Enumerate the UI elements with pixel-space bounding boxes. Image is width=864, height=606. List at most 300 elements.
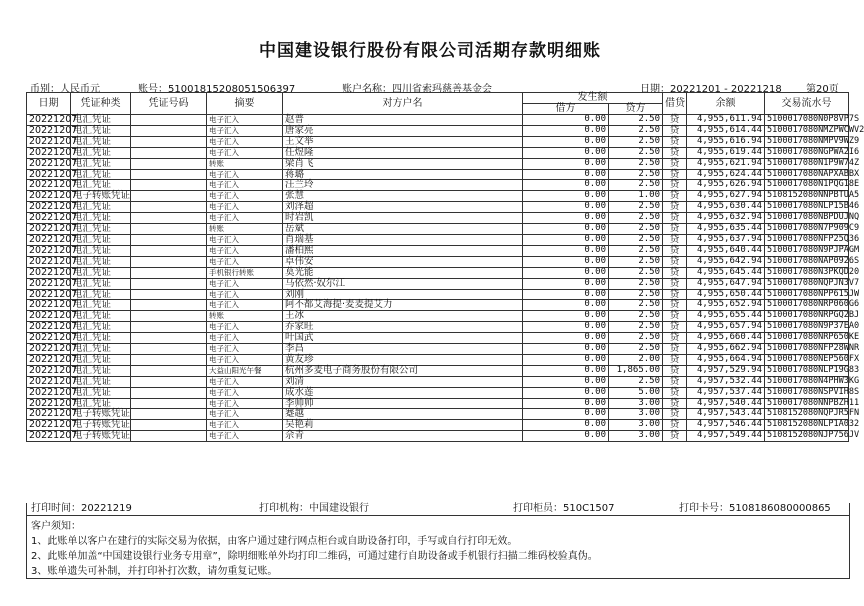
row-date: 20221207 [27,202,71,213]
row-counterparty: 莫光能 [283,267,523,278]
row-serial: 5100017080N0P8VP7S [765,115,849,126]
row-summary: 电子汇入 [207,245,283,256]
table-row [27,300,849,311]
row-counterparty: 梁肖飞 [283,158,523,169]
row-voucher-no [131,311,207,322]
row-dc: 贷 [663,289,687,300]
row-serial: 5100017080N1PQG18E [765,180,849,191]
row-date: 20221207 [27,267,71,278]
row-date: 20221207 [27,115,71,126]
row-voucher-no [131,158,207,169]
row-debit: 0.00 [523,311,609,322]
row-credit: 2.50 [609,300,663,311]
row-counterparty: 潘柏熙 [283,245,523,256]
row-serial: 5100017080N9PJPAGM [765,245,849,256]
row-date: 20221207 [27,169,71,180]
row-counterparty: 张慧 [283,191,523,202]
row-date: 20221207 [27,234,71,245]
row-counterparty: 赵普 [283,115,523,126]
row-balance: 4,955,650.44 [687,289,765,300]
row-counterparty: 卓伟安 [283,256,523,267]
table-row [27,354,849,365]
row-dc: 贷 [663,191,687,202]
row-credit: 2.50 [609,344,663,355]
row-dc: 贷 [663,180,687,191]
row-date: 20221207 [27,213,71,224]
row-voucher-no [131,322,207,333]
row-serial: 5100017080NRP650KE [765,333,849,344]
row-counterparty: 唐家亮 [283,125,523,136]
row-balance: 4,955,619.44 [687,147,765,158]
table-row [27,431,849,442]
row-summary: 电子汇入 [207,420,283,431]
row-dc: 贷 [663,256,687,267]
row-voucher-type: 电汇凭证 [71,169,131,180]
row-summary: 电子汇入 [207,431,283,442]
row-dc: 贷 [663,202,687,213]
col-date: 日期 [27,93,71,115]
row-date: 20221207 [27,344,71,355]
row-serial: 5100017080NAPXABBX [765,169,849,180]
row-date: 20221207 [27,245,71,256]
row-serial: 5100017080NMZPWCWV2 [765,125,849,136]
row-voucher-type: 电子转账凭证 [71,420,131,431]
row-voucher-no [131,224,207,235]
row-balance: 4,955,647.94 [687,278,765,289]
table-row [27,387,849,398]
row-voucher-type: 电汇凭证 [71,376,131,387]
row-summary: 电子汇入 [207,180,283,191]
row-dc: 贷 [663,278,687,289]
row-dc: 贷 [663,267,687,278]
table-row [27,344,849,355]
row-dc: 贷 [663,136,687,147]
row-date: 20221207 [27,191,71,202]
row-dc: 贷 [663,245,687,256]
notes-heading: 客户须知： [31,521,81,532]
note-item: 1、此账单以客户在建行的实际交易为依据，由客户通过建行网点柜台或自助设备打印，手写或自行打印无效。 [31,536,518,547]
table-row [27,420,849,431]
row-counterparty: 汪兰玲 [283,180,523,191]
row-balance: 4,955,611.94 [687,115,765,126]
table-row [27,365,849,376]
row-dc: 贷 [663,398,687,409]
row-voucher-type: 电汇凭证 [71,387,131,398]
row-voucher-type: 电汇凭证 [71,213,131,224]
row-voucher-type: 电汇凭证 [71,354,131,365]
row-voucher-no [131,147,207,158]
row-balance: 4,955,621.94 [687,158,765,169]
row-date: 20221207 [27,354,71,365]
row-debit: 0.00 [523,354,609,365]
row-date: 20221207 [27,398,71,409]
row-date: 20221207 [27,224,71,235]
row-counterparty: 阿不都艾海提·麦麦提艾力 [283,300,523,311]
row-serial: 5100017080NRPGQ2BJ [765,311,849,322]
row-credit: 2.50 [609,213,663,224]
row-voucher-no [131,278,207,289]
row-date: 20221207 [27,420,71,431]
row-balance: 4,957,546.44 [687,420,765,431]
row-date: 20221207 [27,376,71,387]
col-voucher-type: 凭证种类 [71,93,131,115]
row-summary: 转账 [207,224,283,235]
row-debit: 0.00 [523,300,609,311]
col-serial: 交易流水号 [765,93,849,115]
row-credit: 2.50 [609,267,663,278]
row-voucher-no [131,180,207,191]
print-counter: 打印柜员：510C1507 [513,503,615,514]
row-date: 20221207 [27,158,71,169]
row-dc: 贷 [663,420,687,431]
row-serial: 5100017080N4PHW3KG [765,376,849,387]
row-counterparty: 蹇越 [283,409,523,420]
row-dc: 贷 [663,213,687,224]
row-credit: 1,865.00 [609,365,663,376]
row-voucher-no [131,344,207,355]
row-voucher-type: 电子转账凭证 [71,191,131,202]
row-dc: 贷 [663,365,687,376]
table-row [27,256,849,267]
row-voucher-type: 电汇凭证 [71,234,131,245]
row-serial: 5100017080NSPVIH8S [765,387,849,398]
page-number: 第20页 [806,84,839,95]
row-voucher-type: 电汇凭证 [71,202,131,213]
row-counterparty: 刘清 [283,376,523,387]
row-voucher-no [131,234,207,245]
row-debit: 0.00 [523,278,609,289]
row-debit: 0.00 [523,234,609,245]
row-summary: 转账 [207,158,283,169]
row-counterparty: 吴艳莉 [283,420,523,431]
row-date: 20221207 [27,256,71,267]
table-row [27,234,849,245]
row-counterparty: 成水莲 [283,387,523,398]
row-counterparty: 王文举 [283,136,523,147]
row-debit: 0.00 [523,169,609,180]
row-debit: 0.00 [523,409,609,420]
row-dc: 贷 [663,147,687,158]
row-summary: 电子汇入 [207,278,283,289]
row-counterparty: 刘刚 [283,289,523,300]
row-voucher-type: 电汇凭证 [71,115,131,126]
row-counterparty: 时岩凯 [283,213,523,224]
row-summary: 电子汇入 [207,147,283,158]
row-counterparty: 王冰 [283,311,523,322]
row-voucher-type: 电子转账凭证 [71,409,131,420]
row-serial: 5100017080N7P909C9 [765,224,849,235]
row-serial: 5108152080NJP756JV [765,431,849,442]
print-card: 打印卡号：5108186080000865 [679,503,831,514]
currency: 币别：人民币元 [30,84,100,95]
row-debit: 0.00 [523,224,609,235]
row-date: 20221207 [27,300,71,311]
row-debit: 0.00 [523,365,609,376]
row-voucher-no [131,169,207,180]
row-voucher-type: 电汇凭证 [71,300,131,311]
table-row [27,311,849,322]
row-serial: 5100017080NQPJN3V7 [765,278,849,289]
row-debit: 0.00 [523,376,609,387]
row-summary: 电子汇入 [207,256,283,267]
table-row [27,115,849,126]
row-credit: 3.00 [609,420,663,431]
table-row [27,376,849,387]
row-credit: 2.50 [609,224,663,235]
transaction-table [26,92,864,442]
row-debit: 0.00 [523,158,609,169]
print-org: 打印机构：中国建设银行 [259,503,369,514]
row-voucher-type: 电汇凭证 [71,398,131,409]
row-counterparty: 蒋璐 [283,169,523,180]
transaction-rows [27,114,864,442]
table-row [27,180,849,191]
row-serial: 5100017080NFP28WNR [765,344,849,355]
row-debit: 0.00 [523,333,609,344]
row-voucher-no [131,300,207,311]
row-dc: 贷 [663,300,687,311]
row-summary: 电子汇入 [207,376,283,387]
row-dc: 贷 [663,344,687,355]
row-credit: 2.00 [609,354,663,365]
row-credit: 2.50 [609,322,663,333]
row-counterparty: 黄友珍 [283,354,523,365]
row-debit: 0.00 [523,322,609,333]
row-balance: 4,955,632.94 [687,213,765,224]
row-summary: 电子汇入 [207,289,283,300]
row-counterparty: 马依然·奴尔江 [283,278,523,289]
row-summary: 电子汇入 [207,333,283,344]
row-summary: 电子汇入 [207,213,283,224]
row-credit: 1.00 [609,191,663,202]
row-summary: 大益山阳光午餐 [207,365,283,376]
account-name-label: 账户名称： [342,84,392,95]
row-voucher-type: 电汇凭证 [71,245,131,256]
print-time: 打印时间：20221219 [31,503,132,514]
row-dc: 贷 [663,333,687,344]
row-balance: 4,955,640.44 [687,245,765,256]
table-row [27,158,849,169]
row-balance: 4,955,642.94 [687,256,765,267]
table-row [27,333,849,344]
row-credit: 2.50 [609,202,663,213]
row-summary: 电子汇入 [207,409,283,420]
row-voucher-no [131,136,207,147]
row-summary: 电子汇入 [207,202,283,213]
row-voucher-type: 电汇凭证 [71,136,131,147]
row-voucher-no [131,115,207,126]
row-debit: 0.00 [523,180,609,191]
row-summary: 手机银行转账 [207,267,283,278]
note-item: 2、此账单加盖“中国建设银行业务专用章”，除明细账单外均打印二维码，可通过建行自助设备或手机银行扫描二维码校验真伪。 [31,551,598,562]
date-label: 日期： [640,84,670,95]
table-row [27,125,849,136]
row-balance: 4,955,660.44 [687,333,765,344]
row-summary: 电子汇入 [207,125,283,136]
row-dc: 贷 [663,125,687,136]
row-dc: 贷 [663,409,687,420]
row-date: 20221207 [27,147,71,158]
row-dc: 贷 [663,354,687,365]
table-row [27,398,849,409]
row-counterparty: 肖瑞基 [283,234,523,245]
row-voucher-type: 电汇凭证 [71,365,131,376]
row-debit: 0.00 [523,115,609,126]
row-voucher-no [131,387,207,398]
row-voucher-type: 电汇凭证 [71,267,131,278]
row-summary: 电子汇入 [207,300,283,311]
row-date: 20221207 [27,365,71,376]
row-credit: 2.50 [609,245,663,256]
row-summary: 转账 [207,311,283,322]
row-balance: 4,955,624.44 [687,169,765,180]
row-voucher-type: 电汇凭证 [71,311,131,322]
row-date: 20221207 [27,180,71,191]
row-debit: 0.00 [523,213,609,224]
account-label: 账号： [138,84,168,95]
row-voucher-type: 电汇凭证 [71,224,131,235]
table-row [27,191,849,202]
col-amount-group: 发生额 [523,93,663,104]
row-dc: 贷 [663,387,687,398]
row-balance: 4,955,626.94 [687,180,765,191]
row-credit: 3.00 [609,431,663,442]
table-row [27,322,849,333]
row-voucher-type: 电汇凭证 [71,256,131,267]
header-row [27,93,849,104]
row-balance: 4,955,635.44 [687,224,765,235]
row-dc: 贷 [663,322,687,333]
row-balance: 4,957,532.44 [687,376,765,387]
row-balance: 4,957,529.94 [687,365,765,376]
row-debit: 0.00 [523,136,609,147]
row-debit: 0.00 [523,191,609,202]
row-serial: 5100017080NAP0926S [765,256,849,267]
row-voucher-type: 电汇凭证 [71,180,131,191]
row-summary: 电子汇入 [207,398,283,409]
row-serial: 5100017080N3PKQD20 [765,267,849,278]
table-row [27,245,849,256]
row-voucher-type: 电子转账凭证 [71,431,131,442]
row-serial: 5100017080NEP560FX [765,354,849,365]
row-date: 20221207 [27,289,71,300]
row-voucher-type: 电汇凭证 [71,289,131,300]
row-balance: 4,955,627.94 [687,191,765,202]
row-credit: 2.50 [609,125,663,136]
row-dc: 贷 [663,115,687,126]
row-debit: 0.00 [523,245,609,256]
row-debit: 0.00 [523,344,609,355]
row-serial: 5108152080NNPBTUA5 [765,191,849,202]
row-balance: 4,955,614.44 [687,125,765,136]
row-date: 20221207 [27,322,71,333]
row-voucher-type: 电汇凭证 [71,278,131,289]
table-row [27,224,849,235]
row-credit: 2.50 [609,147,663,158]
row-credit: 3.00 [609,409,663,420]
row-voucher-no [131,376,207,387]
print-footer [26,503,850,516]
row-voucher-type: 电汇凭证 [71,125,131,136]
row-debit: 0.00 [523,267,609,278]
row-serial: 5100017080NLP19G83 [765,365,849,376]
row-balance: 4,955,657.94 [687,322,765,333]
row-summary: 电子汇入 [207,115,283,126]
table-row [27,147,849,158]
row-balance: 4,955,616.94 [687,136,765,147]
table-row [27,213,849,224]
row-dc: 贷 [663,376,687,387]
col-balance: 余额 [687,93,765,115]
row-debit: 0.00 [523,202,609,213]
row-dc: 贷 [663,224,687,235]
table-row [27,169,849,180]
table-row [27,409,849,420]
row-voucher-type: 电汇凭证 [71,333,131,344]
row-summary: 电子汇入 [207,354,283,365]
row-serial: 5108152080NLP1A032 [765,420,849,431]
row-serial: 5100017080NLP15B46 [765,202,849,213]
row-voucher-no [131,431,207,442]
row-serial: 5100017080NPP615JW [765,289,849,300]
customer-notes [26,516,850,579]
row-balance: 4,955,652.94 [687,300,765,311]
row-summary: 电子汇入 [207,169,283,180]
row-credit: 2.50 [609,115,663,126]
row-debit: 0.00 [523,256,609,267]
row-date: 20221207 [27,136,71,147]
row-debit: 0.00 [523,147,609,158]
row-debit: 0.00 [523,387,609,398]
row-voucher-no [131,256,207,267]
table-row [27,267,849,278]
row-voucher-type: 电汇凭证 [71,322,131,333]
row-serial: 5100017080NBPDUJNQ [765,213,849,224]
row-balance: 4,957,540.44 [687,398,765,409]
row-counterparty: 岳斌 [283,224,523,235]
row-debit: 0.00 [523,420,609,431]
row-credit: 2.50 [609,333,663,344]
row-credit: 2.50 [609,169,663,180]
row-credit: 2.50 [609,256,663,267]
row-voucher-no [131,267,207,278]
row-serial: 5108152080NQPJR5FN [765,409,849,420]
note-item: 3、账单遗失可补制，并打印补打次数，请勿重复记账。 [31,566,278,577]
row-date: 20221207 [27,431,71,442]
col-summary: 摘要 [207,93,283,115]
row-summary: 电子汇入 [207,191,283,202]
row-summary: 电子汇入 [207,136,283,147]
row-date: 20221207 [27,125,71,136]
row-credit: 2.50 [609,376,663,387]
row-voucher-no [131,420,207,431]
row-balance: 4,957,543.44 [687,409,765,420]
row-debit: 0.00 [523,431,609,442]
row-counterparty: 刘泽超 [283,202,523,213]
row-counterparty: 乔家旺 [283,322,523,333]
row-voucher-no [131,365,207,376]
row-voucher-no [131,289,207,300]
row-counterparty: 杭州多麦电子商务股份有限公司 [283,365,523,376]
col-credit: 贷方 [609,104,663,115]
row-summary: 电子汇入 [207,322,283,333]
date-value: 20221201 - 20221218 [670,84,782,95]
row-serial: 5100017080N9P37EA0 [765,322,849,333]
row-serial: 5100017080NNPBZH11 [765,398,849,409]
row-voucher-no [131,245,207,256]
row-summary: 电子汇入 [207,387,283,398]
row-balance: 4,955,630.44 [687,202,765,213]
